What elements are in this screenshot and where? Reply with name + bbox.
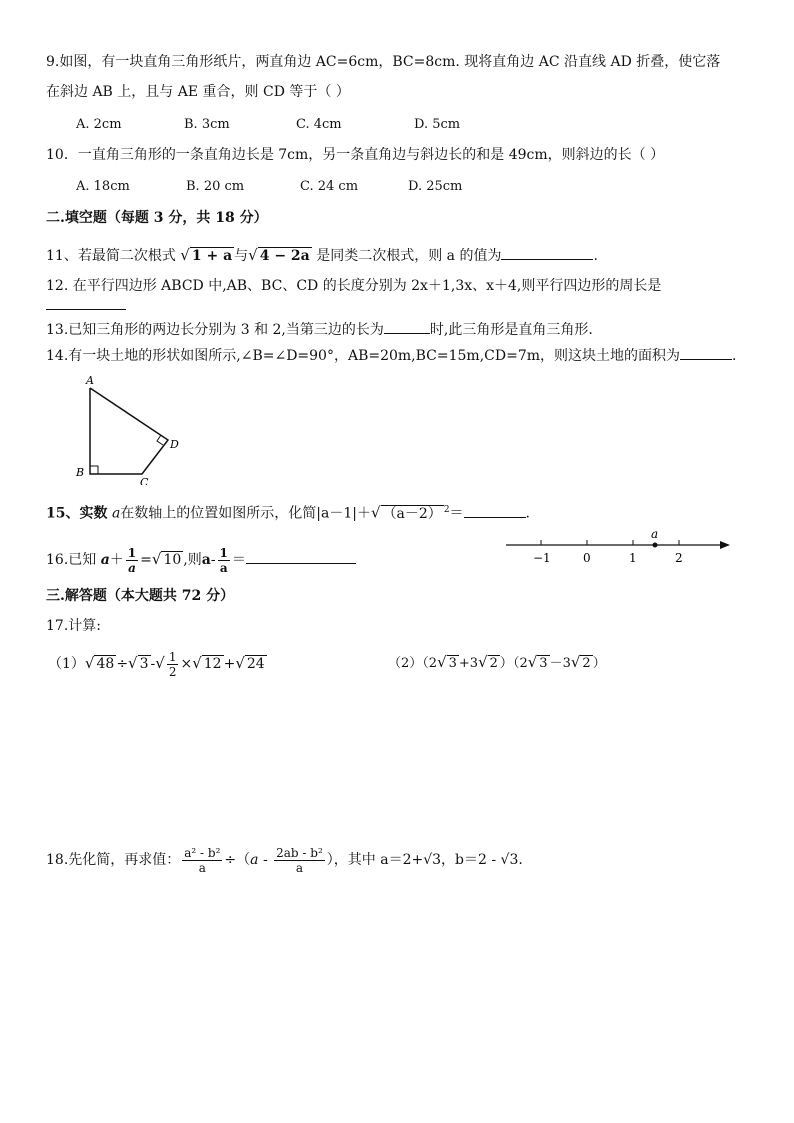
q15-exponent: 2 <box>443 505 450 515</box>
sqrt-icon: √ <box>128 654 138 672</box>
q14-answer-blank[interactable] <box>680 344 732 360</box>
q15 <box>46 500 530 524</box>
q15-prefix: 15、实数 <box>46 505 108 522</box>
q9-line1: 9.如图，有一块直角三角形纸片，两直角边 AC=6cm，BC=8cm. 现将直角边 AC 沿直线 AD 折叠，使它落 <box>46 54 721 70</box>
q13-prefix: 13.已知三角形的两边长分别为 3 和 2,当第三边的长为 <box>46 322 384 338</box>
q10-option-b: B. 20 cm <box>186 179 245 194</box>
q16-frac2: $\frac{1}{a}$ <box>219 545 228 575</box>
q18-div: ÷（ <box>224 852 251 868</box>
tick-label-neg1: −1 <box>533 551 551 565</box>
q11-end: . <box>593 248 598 264</box>
q9-line2: 在斜边 AB 上，且与 AE 重合，则 CD 等于（ ） <box>46 84 350 100</box>
q16-a2: a <box>201 552 211 568</box>
q12-line1: 12. 在平行四边形 ABCD 中,AB、BC、CD 的长度分别为 2x＋1,3x、x＋4,则平行四边形的周长是 <box>46 278 662 294</box>
q15-end: . <box>525 505 530 522</box>
q15-eq: ＝ <box>449 505 464 522</box>
q16-plus: ＋ <box>109 552 124 568</box>
sqrt-icon: √ <box>478 653 488 671</box>
q18: 18.先化简，再求值： $\frac{\text{a² - b²}}{a}$ ÷（a - $\frac{\text{2ab - b²}}{a}$ ），其中 a＝2+√3，b＝2 - √3. <box>46 845 523 875</box>
q11-radicand1: 1 + a <box>191 248 233 264</box>
q17-part2: （2）（2√ 3 +3√ 2 ）（2√ 3 －3√ 2 ） <box>388 653 606 671</box>
tick-label-0: 0 <box>583 551 591 565</box>
q14-end: . <box>732 348 737 364</box>
sqrt-icon: √ <box>151 550 162 568</box>
q10-option-d: D. 25cm <box>408 179 463 194</box>
q18-suffix: ），其中 a＝2+√3，b＝2 - √3. <box>326 852 523 868</box>
q16-eq1: = <box>140 552 152 568</box>
tick-label-2: 2 <box>675 551 683 565</box>
q12-line2 <box>46 294 126 316</box>
q17-part1: （1）√ 48 ÷√ 3 -√ $\frac{1}{2}$ ×√ 12 +√ 24 <box>48 649 265 679</box>
q10-option-a: A. 18cm <box>76 179 130 194</box>
q17-p2-label: （2） <box>388 656 423 671</box>
point-a <box>653 543 658 548</box>
sqrt-icon: √ <box>437 653 447 671</box>
tick-label-1: 1 <box>629 551 637 565</box>
q13 <box>46 318 593 340</box>
sqrt-icon: √ <box>570 653 581 671</box>
q16-a1: a <box>100 552 110 568</box>
q16-answer-blank[interactable] <box>246 548 356 564</box>
label-c: C <box>140 476 149 485</box>
sqrt-icon: √ <box>370 503 381 522</box>
label-a: A <box>86 374 94 387</box>
number-line <box>500 528 740 570</box>
q10-line1: 10．一直角三角形的一条直角边长是 7cm，另一条直角边与斜边长的和是 49cm，则斜边的长（ ） <box>46 147 665 163</box>
q15-var: a <box>111 505 121 522</box>
q11-radicand2: 4 − 2a <box>259 248 310 264</box>
sqrt-icon: √ <box>527 653 538 671</box>
sqrt-icon: √ <box>235 654 245 672</box>
q16-frac1: $\frac{1}{a}$ <box>127 545 137 575</box>
q11-suffix: 是同类二次根式，则 a 的值为 <box>316 248 502 264</box>
q17-p1-frac: $\frac{1}{2}$ <box>168 649 177 679</box>
right-angle-b-icon <box>90 466 98 474</box>
q18-frac1: $\frac{\text{a² - b²}}{a}$ <box>184 845 221 875</box>
q12-answer-blank[interactable] <box>46 294 126 310</box>
arrow-right-icon <box>720 541 730 549</box>
sqrt-icon: √ <box>180 246 190 264</box>
sqrt-icon: √ <box>84 654 95 672</box>
q9-option-b: B. 3cm <box>184 117 230 132</box>
point-a-label: a <box>651 528 659 541</box>
q16-minus: - <box>210 552 216 568</box>
sqrt-icon: √ <box>155 654 165 672</box>
section2-heading: 二.填空题（每题 3 分，共 18 分） <box>46 210 268 226</box>
q17-p1-label: （1） <box>48 656 85 672</box>
section3-heading: 三.解答题（本大题共 72 分） <box>46 588 235 604</box>
q14-text: 14.有一块土地的形状如图所示,∠B=∠D=90°，AB=20m,BC=15m,CD=7m，则这块土地的面积为 <box>46 348 681 364</box>
q16-radicand: 10 <box>163 552 182 568</box>
q13-suffix: 时,此三角形是直角三角形. <box>429 322 593 338</box>
q11-mid: 与 <box>234 248 249 264</box>
q16 <box>46 544 356 575</box>
q18-frac2: $\frac{\text{2ab - b²}}{a}$ <box>276 845 323 875</box>
q14 <box>46 344 736 366</box>
q9-option-a: A. 2cm <box>76 117 122 132</box>
q11-answer-blank[interactable] <box>501 244 593 260</box>
q16-prefix: 16.已知 <box>46 552 97 568</box>
sqrt-icon: √ <box>248 246 258 264</box>
q13-answer-blank[interactable] <box>384 318 430 334</box>
q11-prefix: 11、若最简二次根式 <box>46 248 176 264</box>
label-b: B <box>76 466 85 479</box>
sqrt-icon: √ <box>192 654 202 672</box>
q16-eq2: ＝ <box>231 552 246 568</box>
q16-then: ,则 <box>183 552 202 568</box>
label-d: D <box>170 438 179 451</box>
q10-option-c: C. 24 cm <box>300 179 359 194</box>
q11 <box>46 244 598 266</box>
figure-outline <box>90 388 168 474</box>
q9-option-d: D. 5cm <box>414 117 461 132</box>
q18-prefix: 18.先化简，再求值： <box>46 852 181 868</box>
q15-answer-blank[interactable] <box>464 502 526 518</box>
q15-radicand: （a－2） <box>382 505 442 522</box>
quadrilateral-figure <box>70 370 190 485</box>
q15-mid: 在数轴上的位置如图所示，化简|a－1|＋ <box>120 505 371 522</box>
q17-title: 17.计算: <box>46 618 101 634</box>
q9-option-c: C. 4cm <box>296 117 342 132</box>
